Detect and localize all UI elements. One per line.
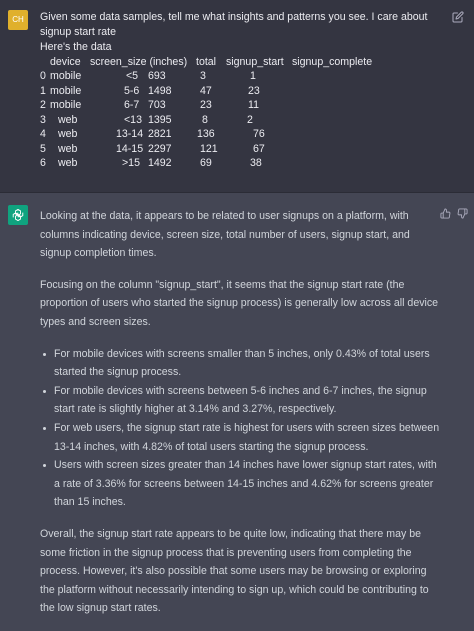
table-cell: 2 <box>40 99 46 111</box>
response-paragraph: Overall, the signup start rate appears to be quite low, indicating that there may be some friction in the signup process that is preventing users from completing the process. However, it's also possible that some users may be browsing or exploring the platform without necessarily intending to sign up, which could be contributing to the low signup start rates. <box>40 527 429 615</box>
table-cell: web <box>58 142 78 155</box>
table-cell: 2821 <box>148 128 172 140</box>
feedback-actions <box>440 208 468 219</box>
table-cell: 4 <box>40 128 46 140</box>
thumbs-down-icon[interactable] <box>457 208 468 219</box>
table-cell: 1498 <box>148 84 172 97</box>
table-row <box>40 127 442 142</box>
table-cell: 3 <box>40 113 46 126</box>
table-cell: <13 <box>124 113 142 126</box>
table-cell: 5-6 <box>124 84 140 97</box>
table-cell: 5 <box>40 142 46 155</box>
table-cell: 6 <box>40 157 46 169</box>
table-cell: 67 <box>253 142 265 155</box>
table-cell: >15 <box>122 157 140 169</box>
table-cell: 3 <box>200 70 206 82</box>
table-cell: mobile <box>50 99 82 111</box>
table-cell: 69 <box>200 157 212 169</box>
table-cell: 11 <box>248 99 259 111</box>
data-table <box>40 55 442 171</box>
table-cell: 23 <box>248 84 260 97</box>
table-cell: 6-7 <box>124 99 140 111</box>
table-row <box>40 98 442 113</box>
table-row <box>40 84 442 99</box>
user-prompt <box>40 10 442 171</box>
list-item: For web users, the signup start rate is highest for users with screen sizes between 13-14 inches, with 4.82% of total users starting the signup process. <box>40 419 442 456</box>
table-cell: 1395 <box>148 113 172 126</box>
table-cell: mobile <box>50 84 82 97</box>
table-cell: 13-14 <box>116 128 144 140</box>
table-cell: web <box>58 128 78 140</box>
prompt-text: Given some data samples, tell me what insights and patterns you see. I care about signup start rate <box>40 11 428 38</box>
user-message <box>0 0 474 193</box>
response-bullet-list <box>40 345 442 512</box>
table-cell: 8 <box>202 113 208 126</box>
table-cell: 14-15 <box>116 142 144 155</box>
table-row <box>40 69 442 84</box>
table-cell: 703 <box>148 99 166 111</box>
table-cell: 76 <box>253 128 265 140</box>
table-cell: 47 <box>200 84 212 97</box>
response-paragraph: Focusing on the column "signup_start", it seems that the signup start rate (the proportion of users who started the signup process) is generally low across all device types and screen sizes. <box>40 278 439 328</box>
table-cell: 38 <box>250 157 262 169</box>
table-cell: <5 <box>126 70 139 82</box>
list-item: For mobile devices with screens smaller than 5 inches, only 0.43% of total users started the signup process. <box>40 345 442 382</box>
assistant-response <box>40 207 442 631</box>
prompt-data-intro: Here's the data <box>40 41 112 53</box>
table-cell: 693 <box>148 70 166 82</box>
table-cell: 1 <box>250 70 256 82</box>
table-header: total <box>196 55 217 68</box>
table-row <box>40 156 442 171</box>
table-header-row <box>40 55 442 70</box>
table-header: signup_complete <box>292 55 373 68</box>
table-cell: 136 <box>197 128 215 140</box>
table-cell: 23 <box>200 99 212 111</box>
openai-logo-icon <box>8 205 28 225</box>
table-cell: mobile <box>50 70 82 82</box>
table-cell: 0 <box>40 70 46 82</box>
table-row <box>40 142 442 157</box>
user-avatar: CH <box>8 10 28 30</box>
table-cell: 2 <box>247 113 253 126</box>
table-cell: 1 <box>40 84 46 97</box>
response-paragraph: Looking at the data, it appears to be related to user signups on a platform, with columns indicating device, screen size, total number of users, signup start, and signup completion times. <box>40 210 410 260</box>
table-cell: 121 <box>200 142 218 155</box>
list-item: For mobile devices with screens between 5-6 inches and 6-7 inches, the signup start rate is slightly higher at 3.14% and 3.27%, respectively. <box>40 382 442 419</box>
table-cell: 1492 <box>148 157 172 169</box>
assistant-message <box>0 193 474 615</box>
table-header: signup_start <box>226 55 284 68</box>
table-cell: 2297 <box>148 142 172 155</box>
table-cell: web <box>58 157 78 169</box>
edit-icon[interactable] <box>452 11 464 23</box>
table-row <box>40 113 442 128</box>
list-item: Users with screen sizes greater than 14 inches have lower signup start rates, with a rate of 3.36% for screens between 14-15 inches and 4.62% for screens greater than 15 inches. <box>40 456 442 512</box>
table-cell: web <box>58 113 78 126</box>
table-header: device <box>50 55 81 68</box>
table-header: screen_size (inches) <box>90 55 188 68</box>
